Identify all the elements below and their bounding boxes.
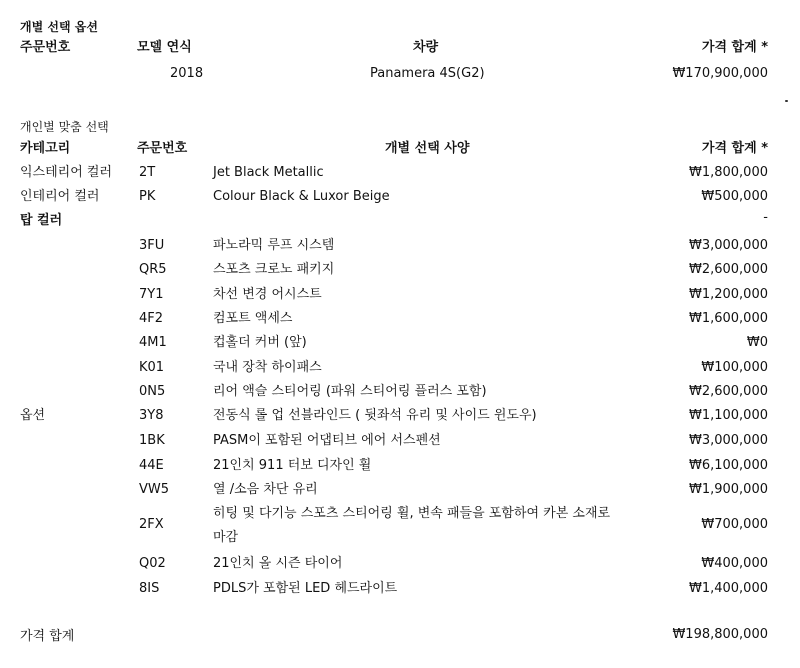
- row-code: 3Y8: [139, 408, 164, 423]
- row-price: ₩2,600,000: [688, 384, 768, 399]
- row-description: 21인치 올 시즌 타이어: [213, 556, 343, 571]
- col-header-price-total: 가격 합계 *: [701, 40, 768, 55]
- row-price: ₩3,000,000: [688, 433, 768, 448]
- row-category: 옵션: [20, 408, 46, 423]
- row-description: Jet Black Metallic: [213, 165, 324, 180]
- row-description: 리어 액슬 스티어링 (파워 스티어링 플러스 포함): [213, 384, 487, 399]
- row-price: ₩100,000: [701, 360, 768, 375]
- row-description: 전동식 롤 업 선블라인드 ( 뒷좌석 유리 및 사이드 윈도우): [213, 408, 537, 423]
- row-category: 탑 컬러: [20, 213, 63, 228]
- row-code: 2T: [139, 165, 156, 180]
- row-code: K01: [139, 360, 165, 375]
- row-code: QR5: [139, 262, 167, 277]
- col-header-category: 카테고리: [20, 141, 71, 156]
- row-price: ₩700,000: [701, 517, 768, 532]
- col-header-vehicle: 차량: [413, 40, 439, 55]
- section-title-custom-selection: 개인별 맞춤 선택: [20, 120, 109, 134]
- row-price: ₩400,000: [701, 556, 768, 571]
- row-description: 스포츠 크로노 패키지: [213, 262, 335, 277]
- row-category: 익스테리어 컬러: [20, 165, 113, 180]
- row-description: 국내 장착 하이패스: [213, 360, 322, 375]
- model-year-value: 2018: [170, 66, 204, 81]
- col-header-price-total-2: 가격 합계 *: [701, 141, 768, 156]
- row-description: 21인치 911 터보 디자인 휠: [213, 458, 372, 473]
- col-header-order-no-2: 주문번호: [137, 141, 188, 156]
- row-price: ₩1,900,000: [688, 482, 768, 497]
- row-code: 7Y1: [139, 287, 164, 302]
- row-price: ₩0: [746, 335, 768, 350]
- row-code: 3FU: [139, 238, 165, 253]
- row-code: VW5: [139, 482, 170, 497]
- row-price: ₩1,100,000: [688, 408, 768, 423]
- row-price: ₩500,000: [701, 189, 768, 204]
- row-price: ₩1,800,000: [688, 165, 768, 180]
- row-code: 4F2: [139, 311, 164, 326]
- row-code: PK: [139, 189, 156, 204]
- section-title-individual-options: 개별 선택 옵션: [20, 20, 98, 34]
- col-header-model-year: 모델 연식: [137, 40, 192, 55]
- row-description: Colour Black & Luxor Beige: [213, 189, 390, 204]
- col-header-spec: 개별 선택 사양: [385, 141, 470, 156]
- vehicle-value: Panamera 4S(G2): [370, 66, 485, 81]
- row-description-cont: 마감: [213, 530, 239, 545]
- row-code: 2FX: [139, 517, 164, 532]
- row-description: 컴포트 액세스: [213, 311, 293, 326]
- row-price: ₩6,100,000: [688, 458, 768, 473]
- scan-speck: [785, 100, 788, 102]
- row-price: ₩2,600,000: [688, 262, 768, 277]
- row-price: ₩1,200,000: [688, 287, 768, 302]
- vehicle-price-value: ₩170,900,000: [672, 66, 768, 81]
- row-description: 파노라믹 루프 시스템: [213, 238, 335, 253]
- total-price: ₩198,800,000: [672, 627, 768, 642]
- row-description: PASM이 포함된 어댑티브 에어 서스펜션: [213, 433, 441, 448]
- row-code: 44E: [139, 458, 164, 473]
- total-label: 가격 합계: [20, 629, 75, 644]
- row-price: -: [763, 210, 768, 225]
- row-code: 0N5: [139, 384, 166, 399]
- row-description: PDLS가 포함된 LED 헤드라이트: [213, 581, 398, 596]
- row-code: 1BK: [139, 433, 165, 448]
- row-code: Q02: [139, 556, 166, 571]
- col-header-order-no: 주문번호: [20, 40, 71, 55]
- row-description: 히팅 및 다기능 스포츠 스티어링 휠, 변속 패들을 포함하여 카본 소재로: [213, 506, 611, 521]
- row-code: 8IS: [139, 581, 160, 596]
- row-price: ₩1,600,000: [688, 311, 768, 326]
- row-description: 차선 변경 어시스트: [213, 287, 322, 302]
- row-description: 컵홀더 커버 (앞): [213, 335, 307, 350]
- row-category: 인테리어 컬러: [20, 189, 100, 204]
- row-price: ₩1,400,000: [688, 581, 768, 596]
- row-price: ₩3,000,000: [688, 238, 768, 253]
- row-code: 4M1: [139, 335, 167, 350]
- row-description: 열 /소음 차단 유리: [213, 482, 318, 497]
